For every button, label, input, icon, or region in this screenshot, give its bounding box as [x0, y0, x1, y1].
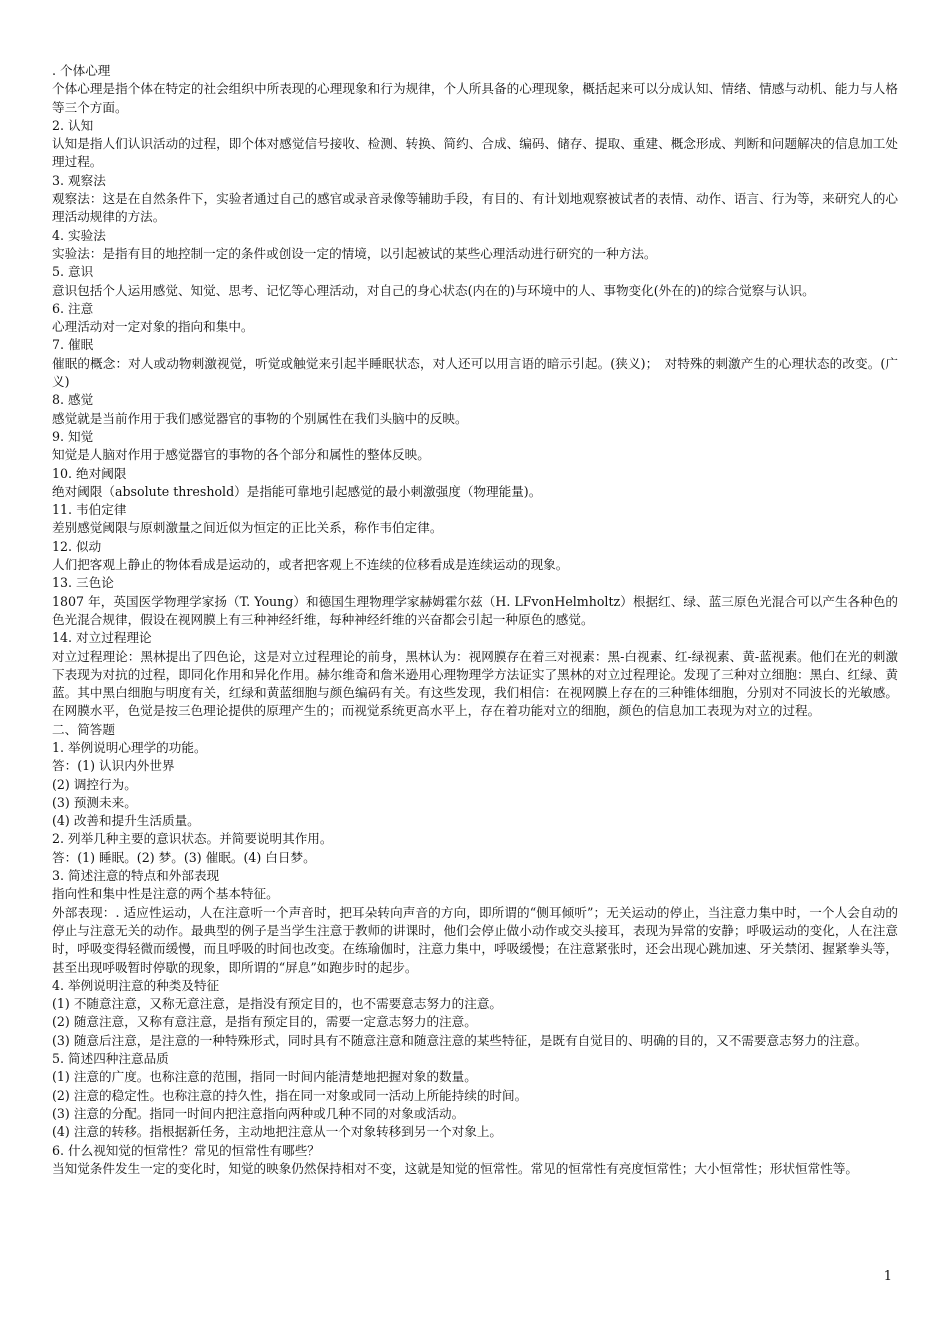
term-heading: 6. 注意	[52, 300, 94, 316]
question-heading: 4. 举例说明注意的种类及特征	[52, 977, 220, 993]
answer-line: (1) 注意的广度。也称注意的范围，指同一时间内能清楚地把握对象的数量。	[52, 1069, 477, 1085]
term-heading: 8. 感觉	[52, 392, 94, 408]
term-definition: 催眠的概念：对人或动物刺激视觉，听觉或触觉来引起半睡眠状态，对人还可以用言语的暗示引起。(狭义)； 对特殊的刺激产生的心理状态的改变。(广义)	[52, 355, 898, 390]
section-heading: 二、简答题	[52, 721, 115, 737]
term-heading: 5. 意识	[52, 264, 94, 280]
question-heading: 6. 什么视知觉的恒常性？常见的恒常性有哪些？	[52, 1142, 320, 1158]
answer-paragraph: 外部表现：. 适应性运动，人在注意听一个声音时，把耳朵转向声音的方向，即所谓的“侧耳倾听”；无关运动的停止，当注意力集中时，一个人会自动的停止与注意无关的动作。最典型的例子是当学生注意于教师的讲课时，他们会停止做小动作或交头接耳，表现为异常的安静；呼吸运动的变化，人在注意时，呼吸变得轻微而缓慢，而且呼吸的时间也改变。在练瑜伽时，注意力集中，呼吸缓慢；在注意紧张时，还会出现心跳加速、牙关禁闭、握紧拳头等，甚至出现呼吸暂时停歇的现象，即所谓的“屏息”如跑步时的起步。	[52, 904, 898, 975]
term-heading: 11. 韦伯定律	[52, 502, 127, 518]
term-definition: 1807 年，英国医学物理学家扬（T. Young）和德国生理物理学家赫姆霍尔兹（H. LFvonHelmholtz）根据红、绿、蓝三原色光混合可以产生各种色的色光混合规律，假设在视网膜上有三种神经纤维，每种神经纤维的兴奋都会引起一种原色的感觉。	[52, 593, 898, 627]
term-definition: 心理活动对一定对象的指向和集中。	[52, 319, 254, 335]
answer-line: (3) 预测未来。	[52, 794, 137, 810]
term-definition: 绝对阈限（absolute threshold）是指能可靠地引起感觉的最小刺激强度（物理能量)。	[52, 483, 542, 499]
term-definition: 意识包括个人运用感觉、知觉、思考、记忆等心理活动，对自己的身心状态(内在的)与环境中的人、事物变化(外在的)的综合觉察与认识。	[52, 282, 815, 298]
term-heading: 9. 知觉	[52, 428, 94, 444]
term-definition: 认知是指人们认识活动的过程，即个体对感觉信号接收、检测、转换、简约、合成、编码、储存、提取、重建、概念形成、判断和问题解决的信息加工处理过程。	[52, 136, 898, 170]
page-number: 1	[883, 1269, 892, 1284]
term-definition: 对立过程理论：黑林提出了四色论，这是对立过程理论的前身，黑林认为：视网膜存在着三对视素：黑-白视素、红-绿视素、黄-蓝视素。他们在光的刺激下表现为对抗的过程，即同化作用和异化作用。赫尔维奇和詹米逊用心理物理学方法证实了黑林的对立过程理论。发现了三种对立细胞：黑白、红绿、黄蓝。其中黑白细胞与明度有关，红绿和黄蓝细胞与颜色编码有关。有这些发现，我们相信：在视网膜上存在的三种锥体细胞，分别对不同波长的光敏感。在网膜水平，色觉是按三色理论提供的原理产生的；而视觉系统更高水平上，存在着功能对立的细胞，颜色的信息加工表现为对立的过程。	[52, 648, 898, 719]
answer-line: 当知觉条件发生一定的变化时，知觉的映象仍然保持相对不变，这就是知觉的恒常性。常见的恒常性有亮度恒常性；大小恒常性；形状恒常性等。	[52, 1160, 858, 1176]
term-definition: 实验法：是指有目的地控制一定的条件或创设一定的情境，以引起被试的某些心理活动进行研究的一种方法。	[52, 245, 657, 261]
answer-line: (3) 注意的分配。指同一时间内把注意指向两种或几种不同的对象或活动。	[52, 1105, 465, 1121]
term-heading: 4. 实验法	[52, 227, 106, 243]
term-heading: . 个体心理	[52, 63, 111, 78]
term-heading: 7. 催眠	[52, 337, 94, 353]
answer-line: 答：(1) 认识内外世界	[52, 758, 175, 774]
question-heading: 5. 简述四种注意品质	[52, 1051, 169, 1067]
answer-line: (2) 随意注意，又称有意注意，是指有预定目的，需要一定意志努力的注意。	[52, 1014, 477, 1030]
term-heading: 13. 三色论	[52, 575, 114, 591]
answer-line: (2) 调控行为。	[52, 776, 137, 792]
answer-line: 答：(1) 睡眠。(2) 梦。(3) 催眠。(4) 白日梦。	[52, 849, 316, 865]
answer-line: (2) 注意的稳定性。也称注意的持久性，指在同一对象或同一活动上所能持续的时间。	[52, 1087, 528, 1103]
term-definition: 个体心理是指个体在特定的社会组织中所表现的心理现象和行为规律，个人所具备的心理现象，概括起来可以分成认知、情绪、情感与动机、能力与人格等三个方面。	[52, 81, 898, 115]
question-heading: 3. 简述注意的特点和外部表现	[52, 868, 220, 884]
term-heading: 12. 似动	[52, 538, 102, 554]
term-heading: 14. 对立过程理论	[52, 630, 152, 646]
answer-line: (4) 注意的转移。指根据新任务，主动地把注意从一个对象转移到另一个对象上。	[52, 1124, 503, 1140]
term-heading: 2. 认知	[52, 117, 94, 133]
answer-line: (1) 不随意注意，又称无意注意，是指没有预定目的，也不需要意志努力的注意。	[52, 996, 503, 1012]
term-definition: 知觉是人脑对作用于感觉器官的事物的各个部分和属性的整体反映。	[52, 447, 430, 463]
term-definition: 人们把客观上静止的物体看成是运动的，或者把客观上不连续的位移看成是连续运动的现象。	[52, 557, 569, 573]
question-heading: 2. 列举几种主要的意识状态。并简要说明其作用。	[52, 831, 333, 847]
term-heading: 10. 绝对阈限	[52, 465, 127, 481]
term-definition: 感觉就是当前作用于我们感觉器官的事物的个别属性在我们头脑中的反映。	[52, 410, 468, 426]
answer-line: 指向性和集中性是注意的两个基本特征。	[52, 886, 279, 902]
term-heading: 3. 观察法	[52, 172, 106, 188]
answer-line: (4) 改善和提升生活质量。	[52, 813, 200, 829]
term-definition: 差别感觉阈限与原刺激量之间近似为恒定的正比关系，称作韦伯定律。	[52, 520, 443, 536]
question-heading: 1. 举例说明心理学的功能。	[52, 739, 207, 755]
term-definition: 观察法：这是在自然条件下，实验者通过自己的感官或录音录像等辅助手段，有目的、有计划地观察被试者的表情、动作、语言、行为等，来研究人的心理活动规律的方法。	[52, 191, 898, 225]
answer-line: (3) 随意后注意，是注意的一种特殊形式，同时具有不随意注意和随意注意的某些特征，是既有自觉目的、明确的目的，又不需要意志努力的注意。	[52, 1032, 868, 1048]
